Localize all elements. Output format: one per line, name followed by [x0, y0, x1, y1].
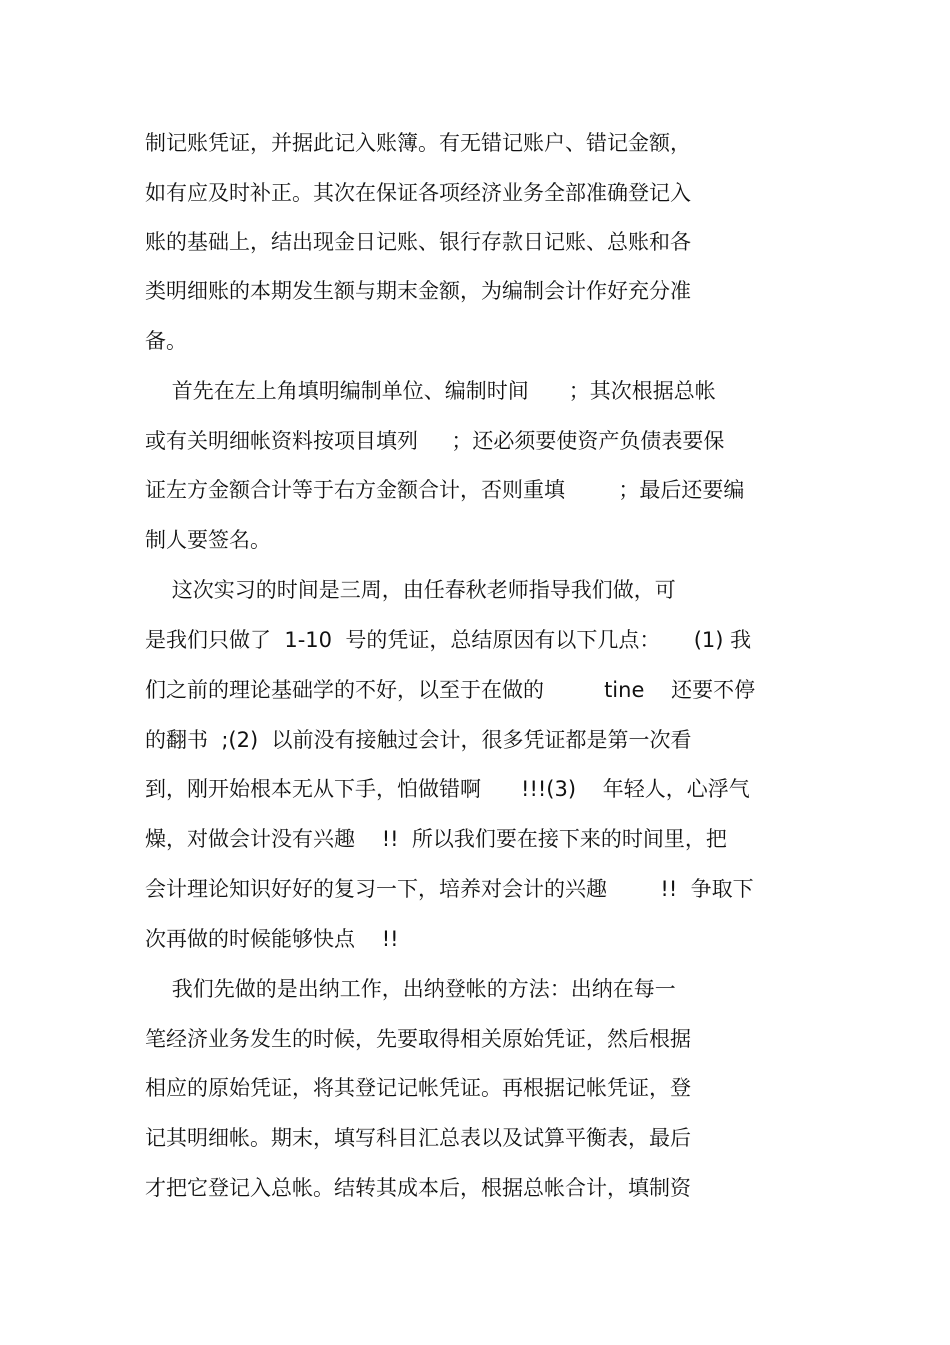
text-line: 笔经济业务发生的时候，先要取得相关原始凭证，然后根据 [145, 1027, 691, 1051]
text-line: 类明细账的本期发生额与期末金额，为编制会计作好充分准 [145, 279, 691, 303]
text-line: 的翻书 ;(2) 以前没有接触过会计，很多凭证都是第一次看 [145, 728, 692, 752]
text-line: 记其明细帐。期末，填写科目汇总表以及试算平衡表，最后 [145, 1126, 691, 1150]
text-line: 证左方金额合计等于右方金额合计，否则重填 ；最后还要编 [145, 478, 745, 502]
text-line: 们之前的理论基础学的不好，以至于在做的 tine 还要不停 [145, 678, 756, 702]
text-line: 如有应及时补正。其次在保证各项经济业务全部准确登记入 [145, 181, 691, 205]
text-line: 或有关明细帐资料按项目填列 ；还必须要使资产负债表要保 [145, 429, 725, 453]
text-line: 备。 [145, 329, 187, 353]
text-line: 燥，对做会计没有兴趣 !! 所以我们要在接下来的时间里，把 [145, 827, 727, 851]
text-line: 会计理论知识好好的复习一下，培养对会计的兴趣 !! 争取下 [145, 877, 754, 901]
text-line: 我们先做的是出纳工作，出纳登帐的方法：出纳在每一 [145, 977, 676, 1001]
text-line: 是我们只做了 1-10 号的凭证，总结原因有以下几点： (1) 我 [145, 628, 752, 652]
text-line: 相应的原始凭证，将其登记记帐凭证。再根据记帐凭证，登 [145, 1076, 691, 1100]
text-line: 账的基础上，结出现金日记账、银行存款日记账、总账和各 [145, 230, 691, 254]
text-line: 制人要签名。 [145, 528, 271, 552]
text-line: 次再做的时候能够快点 !! [145, 927, 399, 951]
text-line: 制记账凭证，并据此记入账簿。有无错记账户、错记金额， [145, 131, 691, 155]
text-line: 这次实习的时间是三周，由任春秋老师指导我们做，可 [145, 578, 676, 602]
text-line: 首先在左上角填明编制单位、编制时间 ；其次根据总帐 [145, 379, 716, 403]
text-line: 才把它登记入总帐。结转其成本后，根据总帐合计，填制资 [145, 1176, 691, 1200]
text-line: 到，刚开始根本无从下手，怕做错啊 !!!(3) 年轻人，心浮气 [145, 777, 750, 801]
